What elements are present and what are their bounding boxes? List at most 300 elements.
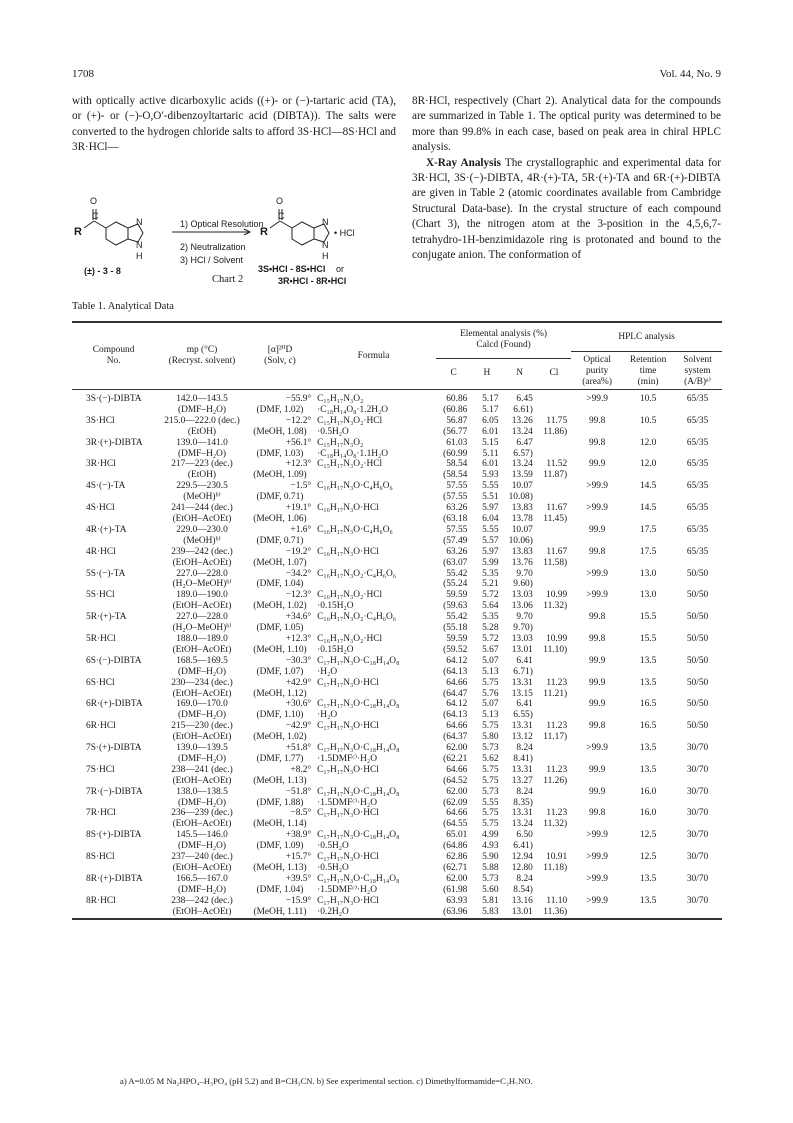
cell-rt: 16.5 xyxy=(639,699,657,710)
cell-Cl1 xyxy=(537,569,571,591)
cell-op: >99.9 xyxy=(586,895,608,906)
cell-cmp: 7S·(+)-DIBTA xyxy=(86,743,142,754)
cell-rt: 13.5 xyxy=(639,873,657,884)
cell-N1: 8.24 8.35) xyxy=(513,786,533,808)
cell-ss: 30/70 xyxy=(686,786,709,797)
cell-a: −8.5° (MeOH, 1.14) xyxy=(253,808,312,830)
cell-N1: 13.03 13.06 xyxy=(511,590,533,612)
cell-f1: C₁₇H₁₇N₃O·HCl ·0.2H₂O xyxy=(317,895,379,917)
cell-cmp: 6R·HCl xyxy=(86,721,116,732)
cell-C1: 64.12 (64.13 xyxy=(443,655,468,677)
col-h: H xyxy=(483,368,491,379)
cell-N1: 8.24 8.54) xyxy=(513,873,533,895)
cell-rt: 12.5 xyxy=(639,830,657,841)
cell-f1: C₁₆H₁₇N₃O·HCl xyxy=(317,546,379,557)
cell-Cl1: 11.75 11.86) xyxy=(543,415,568,437)
cell-op: 99.8 xyxy=(588,546,606,557)
or-label: or xyxy=(336,264,345,274)
cell-C1: 62.00 (61.98 xyxy=(443,873,468,895)
cell-op: 99.9 xyxy=(588,655,606,666)
cell-Cl1: 11.23 11.21) xyxy=(543,677,568,699)
cell-mp: 138.0—138.5 (DMF–H₂O) xyxy=(176,786,228,808)
col-cl: Cl xyxy=(549,368,559,379)
cell-cmp: 3S·(−)-DIBTA xyxy=(86,394,142,405)
r-group-label: R xyxy=(74,226,82,238)
table-row xyxy=(72,438,722,460)
cell-op: 99.9 xyxy=(588,677,606,688)
cell-N1: 13.31 13.27 xyxy=(511,764,533,786)
cell-H1: 5.15 5.11 xyxy=(482,437,499,459)
cell-H1: 6.05 6.01 xyxy=(482,415,499,437)
cell-ss: 65/35 xyxy=(686,524,709,535)
table-row xyxy=(72,721,722,743)
table-row xyxy=(72,503,722,525)
cell-cmp: 8R·(+)-DIBTA xyxy=(86,873,143,884)
cell-ss: 30/70 xyxy=(686,743,709,754)
cell-a: +30.6° (DMF, 1.10) xyxy=(256,699,312,721)
cell-C1: 65.01 (64.86 xyxy=(443,830,468,852)
cell-a: +51.8° (DMF, 1.77) xyxy=(256,743,312,764)
cell-H1: 5.72 5.67 xyxy=(482,633,499,655)
table-row xyxy=(72,678,722,700)
cell-Cl1: 10.99 11.32) xyxy=(543,590,568,612)
cell-op: >99.9 xyxy=(586,590,608,601)
cell-C1: 62.86 (62.71 xyxy=(443,852,468,873)
table-row xyxy=(72,874,722,896)
cell-mp: 145.5—146.0 (DMF–H₂O) xyxy=(176,830,228,852)
cell-op: >99.9 xyxy=(586,394,608,405)
table-caption: Table 1. Analytical Data xyxy=(72,301,174,312)
cell-N1: 6.50 6.41) xyxy=(513,830,533,852)
cell-Cl1: 11.67 11.58) xyxy=(543,546,568,568)
cell-C1: 57.55 (57.49 xyxy=(443,524,468,546)
cell-cmp: 4R·(+)-TA xyxy=(86,524,127,535)
cell-N1: 13.26 13.24 xyxy=(511,415,533,437)
cell-C1: 62.00 (62.09 xyxy=(443,786,468,808)
cell-H1: 5.75 5.75 xyxy=(482,808,499,830)
cell-H1: 5.81 5.83 xyxy=(482,895,499,917)
cell-cmp: 4S·(−)-TA xyxy=(86,481,126,492)
cell-ss: 50/50 xyxy=(686,655,709,666)
cell-mp: 188.0—189.0 (EtOH–AcOEt) xyxy=(172,633,232,655)
cell-ss: 30/70 xyxy=(686,764,709,775)
cell-f1: C₁₇H₁₇N₃O·HCl xyxy=(317,764,379,775)
cell-H1: 5.35 5.21 xyxy=(482,568,499,590)
table-row xyxy=(72,459,722,481)
cell-Cl1 xyxy=(537,612,571,634)
cell-ss: 30/70 xyxy=(686,895,709,906)
cell-rt: 12.5 xyxy=(639,852,657,863)
cell-C1: 63.26 (63.07 xyxy=(443,546,468,568)
product-line2: 3R•HCl - 8R•HCl xyxy=(278,276,347,286)
cell-a: −30.3° (DMF, 1.07) xyxy=(256,655,312,677)
cell-Cl1: 11.23 11.17) xyxy=(543,721,568,743)
cell-a: +12.3° (MeOH, 1.09) xyxy=(253,459,312,481)
cell-rt: 16.5 xyxy=(639,721,657,732)
cell-N1: 6.47 6.57) xyxy=(513,437,533,459)
table-row xyxy=(72,743,722,765)
n3-label: N xyxy=(136,240,143,250)
cell-rt: 10.5 xyxy=(639,394,657,405)
cell-cmp: 7R·(−)-DIBTA xyxy=(86,786,143,797)
cell-f1: C₁₆H₁₇N₃O·C₄H₆O₆ xyxy=(317,481,393,492)
cell-cmp: 3S·HCl xyxy=(86,415,115,426)
cell-cmp: 5S·HCl xyxy=(86,590,115,601)
cell-a: −42.9° (MeOH, 1.02) xyxy=(253,721,312,743)
step3-label: 3) HCl / Solvent xyxy=(180,255,244,265)
cell-N1: 12.94 12.80 xyxy=(511,852,533,873)
cell-op: 99.9 xyxy=(588,764,606,775)
cell-Cl1 xyxy=(537,656,571,678)
cell-H1: 5.90 5.88 xyxy=(482,852,499,873)
cell-op: >99.9 xyxy=(586,503,608,514)
cell-rt: 13.0 xyxy=(639,568,657,579)
cell-N1: 13.83 13.78 xyxy=(511,503,533,524)
cell-a: +19.1° (MeOH, 1.06) xyxy=(253,503,312,524)
cell-a: −19.2° (MeOH, 1.07) xyxy=(253,546,312,568)
table-footnote: a) A=0.05 M Na₂HPO₄–H₃PO₄ (pH 5.2) and B=CH₃CN. b) See experimental section. c) Dimethylformamide=C₃H₇NO. xyxy=(120,1076,533,1086)
table-row xyxy=(72,699,722,721)
cell-cmp: 7S·HCl xyxy=(86,764,115,775)
cell-f1: C₁₆H₁₇N₃O·HCl xyxy=(317,503,379,514)
cell-Cl1 xyxy=(537,394,571,416)
col-c: C xyxy=(450,368,457,379)
cell-H1: 5.75 5.80 xyxy=(482,721,499,743)
cell-H1: 6.01 5.93 xyxy=(482,459,499,481)
cell-mp: 217—223 (dec.) (EtOH) xyxy=(171,459,233,481)
cell-C1: 58.54 (58.54 xyxy=(443,459,468,481)
cell-f1: C₁₇H₁₇N₃O·C₁₈H₁₄O₈ ·H₂O xyxy=(317,655,400,677)
product-line1: 3S•HCl - 8S•HCl xyxy=(258,264,326,274)
cell-rt: 16.0 xyxy=(639,786,657,797)
cell-a: −12.3° (MeOH, 1.02) xyxy=(253,590,312,612)
cell-f1: C₁₇H₁₇N₃O·HCl xyxy=(317,677,379,688)
col-hplc: HPLC analysis xyxy=(571,322,722,352)
table-row xyxy=(72,612,722,634)
cell-C1: 56.87 (56.77 xyxy=(443,415,468,437)
cell-ss: 65/35 xyxy=(686,437,709,448)
cell-ss: 65/35 xyxy=(686,459,709,470)
table-row xyxy=(72,656,722,678)
table-row xyxy=(72,634,722,656)
cell-cmp: 3R·(+)-DIBTA xyxy=(86,437,143,448)
cell-op: 99.9 xyxy=(588,524,606,535)
cell-f1: C₁₆H₁₇N₃O₂·HCl ·0.15H₂O xyxy=(317,590,383,612)
cell-C1: 55.42 (55.18 xyxy=(443,612,468,634)
cell-mp: 142.0—143.5 (DMF–H₂O) xyxy=(176,394,228,415)
carbon-label: C xyxy=(92,211,99,221)
cell-mp: 189.0—190.0 (EtOH–AcOEt) xyxy=(172,590,232,612)
cell-a: −55.9° (DMF, 1.02) xyxy=(256,394,312,415)
cell-mp: 166.5—167.0 (DMF–H₂O) xyxy=(176,873,228,895)
cell-cmp: 8R·HCl xyxy=(86,895,116,906)
volume-label: Vol. 44, No. 9 xyxy=(659,68,721,80)
cell-C1: 59.59 (59.52 xyxy=(443,633,468,655)
cell-a: +1.6° (DMF, 0.71) xyxy=(256,524,312,546)
cell-mp: 229.5—230.5 (MeOH)ᵇ⁾ xyxy=(176,481,228,503)
cell-N1: 13.03 13.01 xyxy=(511,633,533,655)
cell-mp: 139.0—141.0 (DMF–H₂O) xyxy=(176,437,228,459)
cell-rt: 17.5 xyxy=(639,546,657,557)
h-label: H xyxy=(136,251,143,261)
cell-f1: C₁₆H₁₇N₃O·C₄H₆O₆ xyxy=(317,524,393,535)
cell-C1: 64.66 (64.55 xyxy=(443,808,468,830)
oxygen-label: O xyxy=(90,196,98,206)
cell-N1: 10.07 10.06) xyxy=(508,524,533,546)
step2-label: 2) Neutralization xyxy=(180,242,246,252)
cell-mp: 229.0—230.0 (MeOH)ᵇ⁾ xyxy=(176,524,228,546)
cell-ss: 30/70 xyxy=(686,808,709,819)
cell-C1: 64.12 (64.13 xyxy=(443,699,468,721)
table-row xyxy=(72,852,722,874)
col-mp: mp (°C) (Recryst. solvent) xyxy=(168,345,236,367)
cell-rt: 13.5 xyxy=(639,743,657,754)
cell-rt: 15.5 xyxy=(639,633,657,644)
cell-rt: 13.0 xyxy=(639,590,657,601)
cell-H1: 5.73 5.55 xyxy=(482,786,499,808)
cell-Cl1: 11.10 11.36) xyxy=(543,895,568,917)
cell-f1: C₁₇H₁₇N₃O·C₁₈H₁₄O₈ ·H₂O xyxy=(317,699,400,721)
cell-C1: 64.66 (64.47 xyxy=(443,677,468,699)
cell-ss: 50/50 xyxy=(686,721,709,732)
cell-N1: 6.45 6.61) xyxy=(513,394,533,415)
cell-rt: 15.5 xyxy=(639,612,657,623)
cell-a: −34.2° (DMF, 1.04) xyxy=(256,568,312,590)
cell-mp: 227.0—228.0 (H₂O–MeOH)ᵇ⁾ xyxy=(172,612,232,634)
cell-f1: C₁₅H₁₇N₃O₂ ·C₁₈H₁₄O₈·1.2H₂O xyxy=(317,394,389,415)
product-oxygen-label: O xyxy=(276,196,284,206)
table-row xyxy=(72,416,722,438)
cell-ss: 65/35 xyxy=(686,546,709,557)
cell-rt: 13.5 xyxy=(639,677,657,688)
cell-ss: 50/50 xyxy=(686,677,709,688)
cell-H1: 4.99 4.93 xyxy=(482,830,499,852)
cell-cmp: 5R·HCl xyxy=(86,633,116,644)
cell-C1: 60.86 (60.86 xyxy=(443,394,468,415)
right-paragraph-2 xyxy=(412,156,721,264)
cell-mp: 168.5—169.5 (DMF–H₂O) xyxy=(176,655,228,677)
cell-C1: 64.66 (64.52 xyxy=(443,764,468,786)
cell-rt: 17.5 xyxy=(639,524,657,535)
cell-N1: 13.31 13.12 xyxy=(511,721,533,743)
cell-Cl1 xyxy=(537,525,571,547)
cell-N1: 13.83 13.76 xyxy=(511,546,533,568)
cell-op: 99.9 xyxy=(588,459,606,470)
right-paragraph-1: 8R·HCl, respectively (Chart 2). Analytical data for the compounds are summarized in Table 1. The optical purity was determined to be more than 99.8% in each case, based on peak area in chiral HPLC analysis. xyxy=(412,95,721,154)
cell-cmp: 6S·HCl xyxy=(86,677,115,688)
cell-mp: 238—242 (dec.) (EtOH–AcOEt) xyxy=(171,895,233,917)
cell-N1: 13.24 13.59 xyxy=(511,459,533,481)
cell-N1: 6.41 6.55) xyxy=(513,699,533,721)
cell-ss: 65/35 xyxy=(686,503,709,514)
left-paragraph: with optically active dicarboxylic acids ((+)- or (−)-tartaric acid (TA), or (+)- or (−)-O,O′-dibenzoyltartaric acid (DIBTA)). The salts were converted to the hydrogen chloride salts to afford 3S·HCl—8S·HCl and 3R·HCl— xyxy=(72,95,396,154)
cell-mp: 227.0—228.0 (H₂O–MeOH)ᵇ⁾ xyxy=(172,568,232,590)
table-row xyxy=(72,787,722,809)
col-retention: Retention time (min) xyxy=(629,355,667,388)
cell-f1: C₁₅H₁₇N₃O₂ ·C₁₈H₁₄O₈·1.1H₂O xyxy=(317,437,389,459)
hcl-label: • HCl xyxy=(334,228,355,238)
cell-N1: 6.41 6.71) xyxy=(513,655,533,677)
cell-Cl1 xyxy=(537,481,571,503)
cell-mp: 215.0—222.0 (dec.) (EtOH) xyxy=(164,415,240,437)
cell-cmp: 4R·HCl xyxy=(86,546,116,557)
cell-Cl1: 10.99 11.10) xyxy=(543,633,568,655)
cell-op: >99.9 xyxy=(586,568,608,579)
table-row xyxy=(72,830,722,852)
table-row xyxy=(72,394,722,416)
cell-N1: 13.31 13.15 xyxy=(511,677,533,699)
cell-a: −51.8° (DMF, 1.88) xyxy=(256,786,312,808)
col-elemental: Elemental analysis (%) Calcd (Found) xyxy=(460,329,548,350)
cell-rt: 13.5 xyxy=(639,895,657,906)
cell-C1: 59.59 (59.63 xyxy=(443,590,468,612)
table-row xyxy=(72,590,722,612)
n1-label: N xyxy=(136,217,143,227)
cell-a: −15.9° (MeOH, 1.11) xyxy=(253,895,312,917)
cell-f1: C₁₆H₁₇N₃O₂·HCl ·0.15H₂O xyxy=(317,633,383,655)
cell-ss: 65/35 xyxy=(686,394,709,405)
cell-N1: 13.16 13.01 xyxy=(511,895,533,917)
left-column xyxy=(72,94,396,156)
cell-op: >99.9 xyxy=(586,743,608,754)
cell-a: +12.3° (MeOH, 1.10) xyxy=(253,633,312,655)
col-solvent-system: Solvent system (A/B)ᵃ⁾ xyxy=(683,355,712,388)
cell-rt: 13.5 xyxy=(639,655,657,666)
right-paragraph-2-text: The crystallographic and experimental data for 3R·HCl, 3S·(−)-DIBTA, 4R·(+)-TA, 5R·(+)-TA and 6R·(+)-DIBTA are given in Table 2 (atomic coordinates available from Cambridge Structural Data-base). In the crystal structure of each compound (Chart 3), the nitrogen atom at the 3-position in the 4,5,6,7-tetrahydro-1H-benzimidazole ring is protonated and bound to the conjugate anion. The conformation of xyxy=(412,156,721,262)
cell-rt: 16.0 xyxy=(639,808,657,819)
cell-mp: 215—230 (dec.) (EtOH–AcOEt) xyxy=(171,721,233,743)
cell-f1: C₁₆H₁₇N₃O₂·C₄H₆O₆ xyxy=(317,612,397,623)
cell-op: 99.8 xyxy=(588,612,606,623)
cell-mp: 238—241 (dec.) (EtOH–AcOEt) xyxy=(171,764,233,786)
cell-a: −1.5° (DMF, 0.71) xyxy=(256,481,312,503)
step1-label: 1) Optical Resolution xyxy=(180,219,264,229)
cell-mp: 139.0—139.5 (DMF–H₂O) xyxy=(176,743,228,764)
cell-mp: 169.0—170.0 (DMF–H₂O) xyxy=(176,699,228,721)
cell-cmp: 6R·(+)-DIBTA xyxy=(86,699,143,710)
table-row xyxy=(72,808,722,830)
cell-cmp: 4S·HCl xyxy=(86,503,115,514)
cell-ss: 50/50 xyxy=(686,699,709,710)
col-formula: Formula xyxy=(357,350,390,361)
cell-mp: 241—244 (dec.) (EtOH–AcOEt) xyxy=(171,503,233,524)
cell-C1: 63.26 (63.18 xyxy=(443,503,468,524)
cell-ss: 50/50 xyxy=(686,590,709,601)
cell-Cl1 xyxy=(537,743,571,765)
cell-f1: C₁₇H₁₇N₃O·HCl xyxy=(317,721,379,732)
cell-a: +56.1° (DMF, 1.03) xyxy=(256,437,312,459)
cell-op: >99.9 xyxy=(586,830,608,841)
cell-ss: 50/50 xyxy=(686,568,709,579)
product-n1-label: N xyxy=(322,217,329,227)
table-body xyxy=(72,394,722,919)
cell-C1: 61.03 (60.99 xyxy=(443,437,468,459)
cell-H1: 5.97 6.04 xyxy=(482,503,499,524)
cell-ss: 50/50 xyxy=(686,633,709,644)
cell-mp: 236—239 (dec.) (EtOH–AcOEt) xyxy=(171,808,233,830)
cell-H1: 5.07 5.13 xyxy=(482,655,499,677)
cell-H1: 5.17 5.17 xyxy=(482,394,499,415)
cell-Cl1 xyxy=(537,787,571,809)
cell-op: >99.9 xyxy=(586,852,608,863)
cell-Cl1: 11.23 11.32) xyxy=(543,808,568,830)
table-row xyxy=(72,765,722,787)
cell-cmp: 8S·HCl xyxy=(86,852,115,863)
cell-f1: C₁₇H₁₇N₃O·C₁₈H₁₄O₈ ·1.5DMFᶜ⁾·H₂O xyxy=(317,873,400,895)
cell-Cl1: 10.91 11.18) xyxy=(543,852,568,873)
cell-Cl1: 11.23 11.26) xyxy=(543,764,568,786)
chart-caption: Chart 2 xyxy=(212,274,244,285)
product-r-label: R xyxy=(260,226,268,238)
cell-op: 99.8 xyxy=(588,415,606,426)
cell-H1: 5.97 5.99 xyxy=(482,546,499,568)
cell-cmp: 5S·(−)-TA xyxy=(86,568,126,579)
cell-f1: C₁₆H₁₇N₃O₂·C₄H₆O₆ xyxy=(317,568,397,579)
cell-op: 99.8 xyxy=(588,721,606,732)
cell-C1: 57.55 (57.55 xyxy=(443,481,468,503)
cell-H1: 5.55 5.57 xyxy=(482,524,499,546)
cell-a: +42.9° (MeOH, 1.12) xyxy=(253,677,312,699)
cell-a: +34.6° (DMF, 1.05) xyxy=(256,612,312,634)
racemate-label: (±) - 3 - 8 xyxy=(84,266,121,276)
cell-H1: 5.73 5.60 xyxy=(482,873,499,895)
cell-H1: 5.07 5.13 xyxy=(482,699,499,721)
cell-op: >99.9 xyxy=(586,873,608,884)
cell-rt: 12.0 xyxy=(639,459,657,470)
cell-a: −12.2° (MeOH, 1.08) xyxy=(253,415,312,437)
cell-cmp: 7R·HCl xyxy=(86,808,116,819)
cell-C1: 55.42 (55.24 xyxy=(443,568,468,590)
cell-a: +39.5° (DMF, 1.04) xyxy=(256,873,312,895)
cell-cmp: 3R·HCl xyxy=(86,459,116,470)
cell-H1: 5.75 5.75 xyxy=(482,764,499,786)
cell-H1: 5.75 5.76 xyxy=(482,677,499,699)
cell-mp: 239—242 (dec.) (EtOH–AcOEt) xyxy=(171,546,233,568)
analytical-data-table xyxy=(72,321,722,920)
cell-Cl1: 11.67 11.45) xyxy=(543,503,568,524)
cell-cmp: 6S·(−)-DIBTA xyxy=(86,655,142,666)
cell-ss: 65/35 xyxy=(686,481,709,492)
cell-op: >99.9 xyxy=(586,481,608,492)
cell-H1: 5.55 5.51 xyxy=(482,481,499,503)
cell-H1: 5.73 5.62 xyxy=(482,743,499,764)
cell-a: +8.2° (MeOH, 1.13) xyxy=(253,764,312,786)
cell-op: 99.8 xyxy=(588,437,606,448)
cell-C1: 64.66 (64.37 xyxy=(443,721,468,743)
cell-rt: 13.5 xyxy=(639,764,657,775)
cell-N1: 9.70 9.70) xyxy=(513,612,533,634)
right-column xyxy=(412,94,721,263)
cell-N1: 9.70 9.60) xyxy=(513,568,533,590)
cell-Cl1 xyxy=(537,438,571,460)
cell-cmp: 8S·(+)-DIBTA xyxy=(86,830,142,841)
cell-Cl1 xyxy=(537,830,571,852)
cell-op: 99.9 xyxy=(588,786,606,797)
cell-op: 99.8 xyxy=(588,633,606,644)
cell-mp: 230—234 (dec.) (EtOH–AcOEt) xyxy=(171,677,233,699)
cell-op: 99.9 xyxy=(588,699,606,710)
cell-Cl1 xyxy=(537,699,571,721)
cell-mp: 237—240 (dec.) (EtOH–AcOEt) xyxy=(171,852,233,873)
cell-f1: C₁₇H₁₇N₃O·HCl ·0.5H₂O xyxy=(317,852,379,873)
cell-a: +38.9° (DMF, 1.09) xyxy=(256,830,312,852)
cell-f1: C₁₇H₁₇N₃O·HCl xyxy=(317,808,379,819)
cell-N1: 10.07 10.08) xyxy=(508,481,533,503)
cell-ss: 30/70 xyxy=(686,852,709,863)
cell-C1: 62.00 (62.21 xyxy=(443,743,468,764)
cell-ss: 65/35 xyxy=(686,415,709,426)
table-row xyxy=(72,569,722,591)
